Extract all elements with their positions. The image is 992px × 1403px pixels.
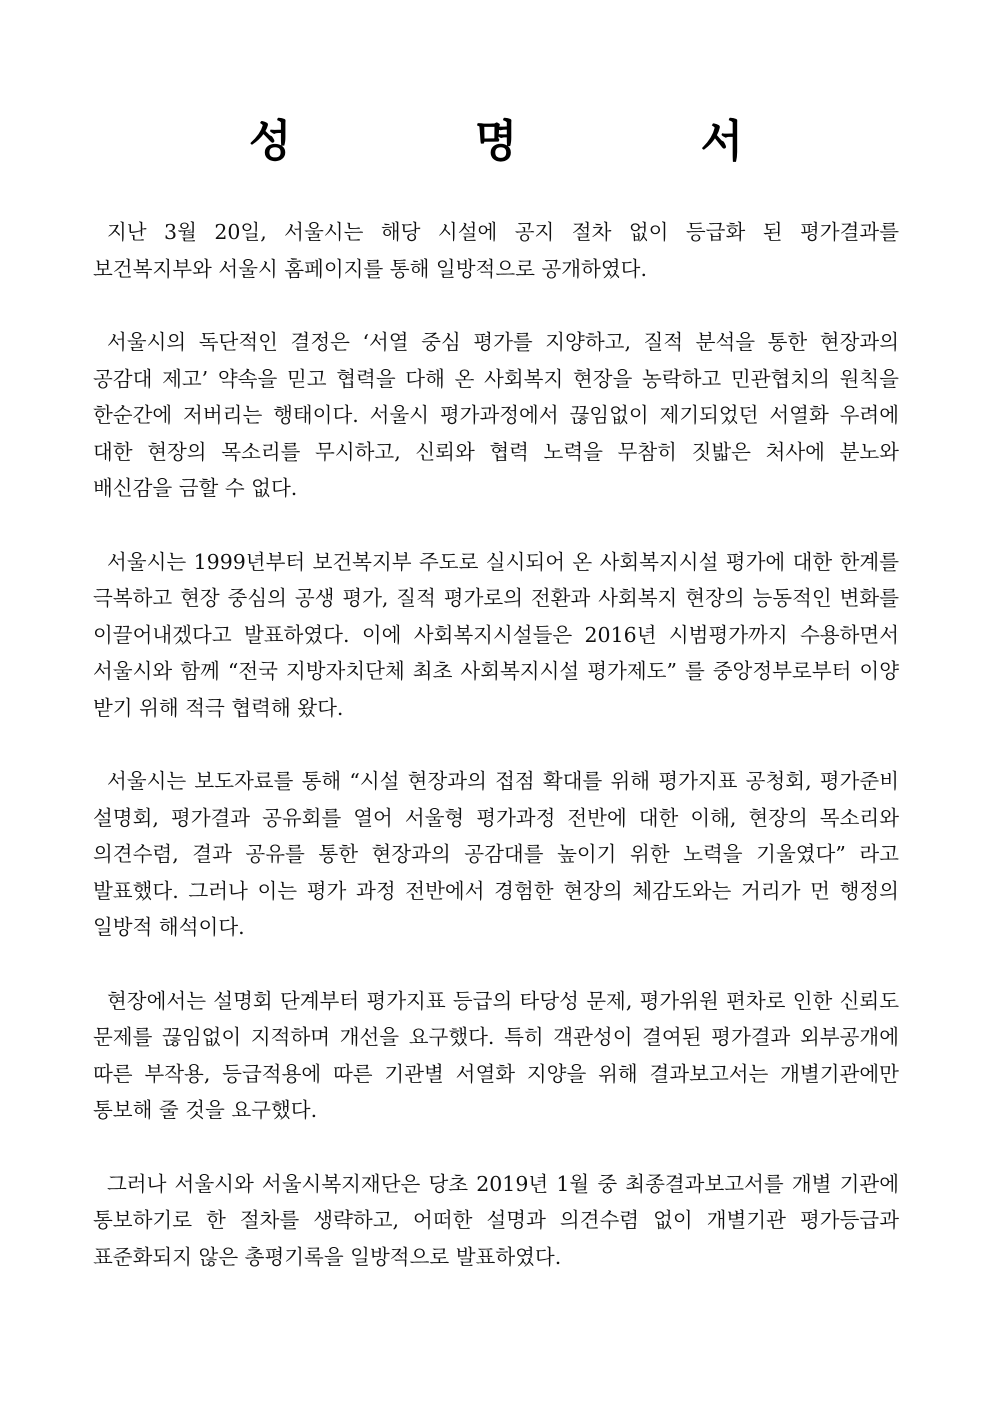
- paragraph-6: 그러나 서울시와 서울시복지재단은 당초 2019년 1월 중 최종결과보고서를 개별 기관에 통보하기로 한 절차를 생략하고, 어떠한 설명과 의견수렴 없이 개별기관 평가등급과 표준화되지 않은 총평기록을 일방적으로 발표하였다.: [93, 1171, 899, 1269]
- document-body: [93, 214, 899, 1312]
- document-title: 성 명 서: [248, 116, 828, 167]
- paragraph-2: 서울시의 독단적인 결정은 ‘서열 중심 평가를 지양하고, 질적 분석을 통한 현장과의 공감대 제고’ 약속을 믿고 협력을 다해 온 사회복지 현장을 농락하고 민관협치의 원칙을 한순간에 저버리는 행태이다. 서울시 평가과정에서 끊임없이 제기되었던 서열화 우려에 대한 현장의 목소리를 무시하고, 신뢰와 협력 노력을 무참히 짓밟은 처사에 분노와 배신감을 금할 수 없다.: [93, 330, 899, 500]
- paragraph-4: 서울시는 보도자료를 통해 “시설 현장과의 접점 확대를 위해 평가지표 공청회, 평가준비 설명회, 평가결과 공유회를 열어 서울형 평가과정 전반에 대한 이해, 현장의 목소리와 의견수렴, 결과 공유를 통한 현장과의 공감대를 높이기 위한 노력을 기울였다” 라고 발표했다. 그러나 이는 평가 과정 전반에서 경험한 현장의 체감도와는 거리가 먼 행정의 일방적 해석이다.: [93, 769, 899, 939]
- paragraph-3: 서울시는 1999년부터 보건복지부 주도로 실시되어 온 사회복지시설 평가에 대한 한계를 극복하고 현장 중심의 공생 평가, 질적 평가로의 전환과 사회복지 현장의 능동적인 변화를 이끌어내겠다고 발표하였다. 이에 사회복지시설들은 2016년 시범평가까지 수용하면서 서울시와 함께 “전국 지방자치단체 최초 사회복지시설 평가제도” 를 중앙정부로부터 이양 받기 위해 적극 협력해 왔다.: [93, 549, 899, 720]
- paragraph-5: 현장에서는 설명회 단계부터 평가지표 등급의 타당성 문제, 평가위원 편차로 인한 신뢰도 문제를 끊임없이 지적하며 개선을 요구했다. 특히 객관성이 결여된 평가결과 외부공개에 따른 부작용, 등급적용에 따른 기관별 서열화 지양을 위해 결과보고서는 개별기관에만 통보해 줄 것을 요구했다.: [93, 988, 899, 1122]
- paragraph-1: 지난 3월 20일, 서울시는 해당 시설에 공지 절차 없이 등급화 된 평가결과를 보건복지부와 서울시 홈페이지를 통해 일방적으로 공개하였다.: [93, 220, 899, 281]
